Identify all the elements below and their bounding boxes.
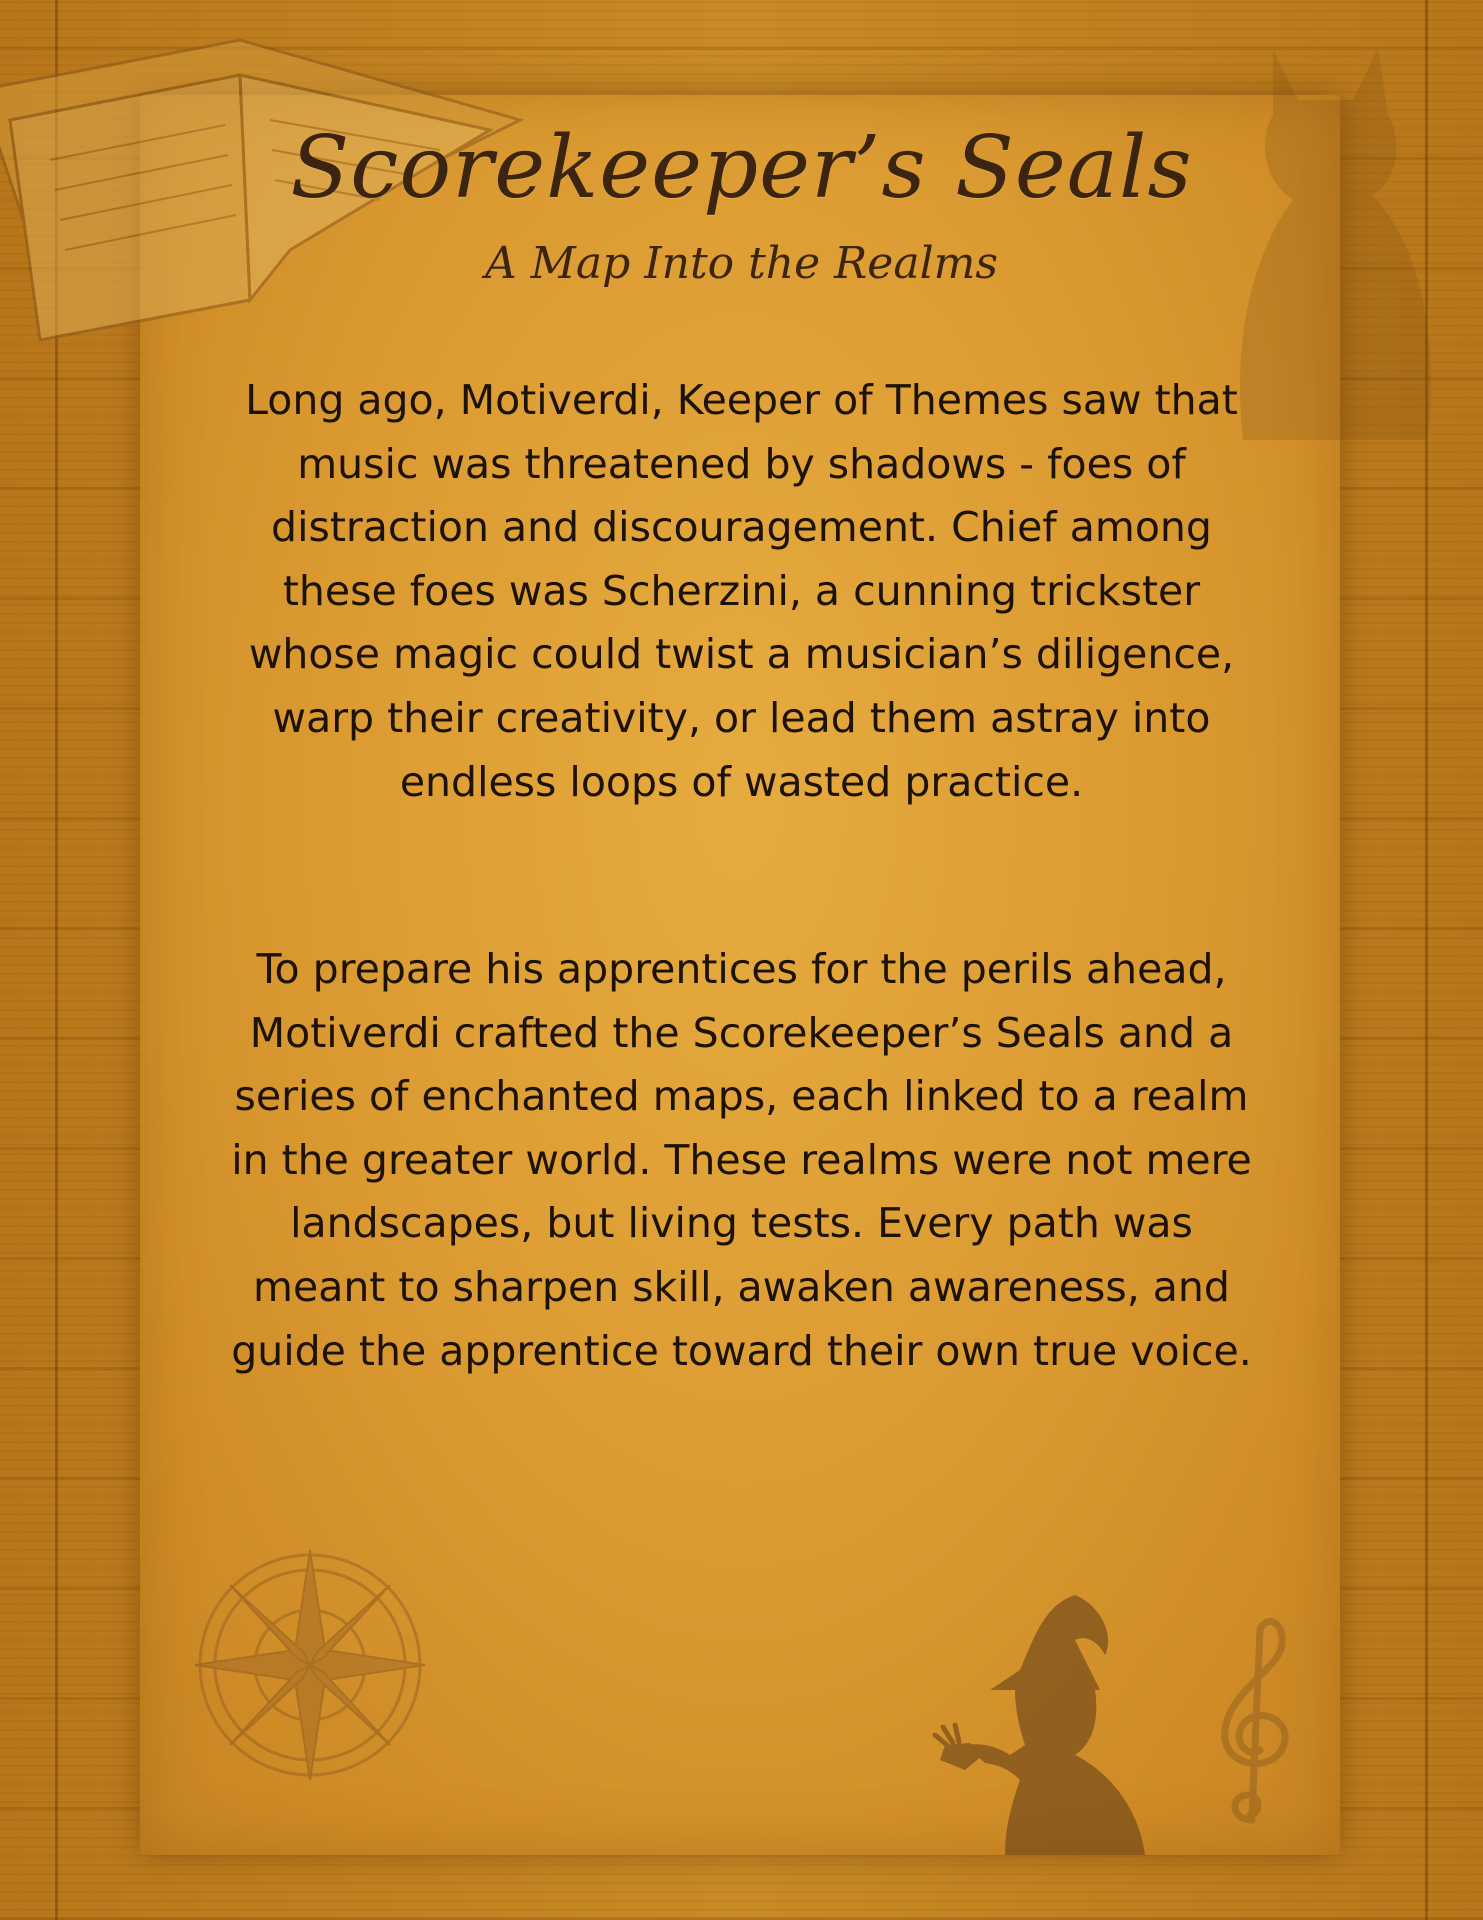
treble-clef-icon — [1190, 1610, 1310, 1830]
wizard-silhouette-icon — [925, 1595, 1165, 1855]
compass-rose-icon — [185, 1540, 435, 1790]
story-paragraph-1: Long ago, Motiverdi, Keeper of Themes saw that music was threatened by shadows - foes of distraction and discouragement. Chief among these foes was Scherzini, a cunning trickster whose magic could twist a musician’s diligence, warp their creativity, or lead them astray into endless loops of wasted practice. — [245, 376, 1238, 806]
story-paragraph-2: To prepare his apprentices for the perils ahead, Motiverdi crafted the Scorekeeper’s Seals and a series of enchanted maps, each linked to a realm in the greater world. These realms were not mere landscapes, but living tests. Every path was meant to sharpen skill, awaken awareness, and guide the apprentice toward their own true voice. — [231, 945, 1252, 1375]
page-subtitle: A Map Into the Realms — [485, 238, 998, 289]
page-title: Scorekeeper’s Seals — [290, 118, 1193, 218]
